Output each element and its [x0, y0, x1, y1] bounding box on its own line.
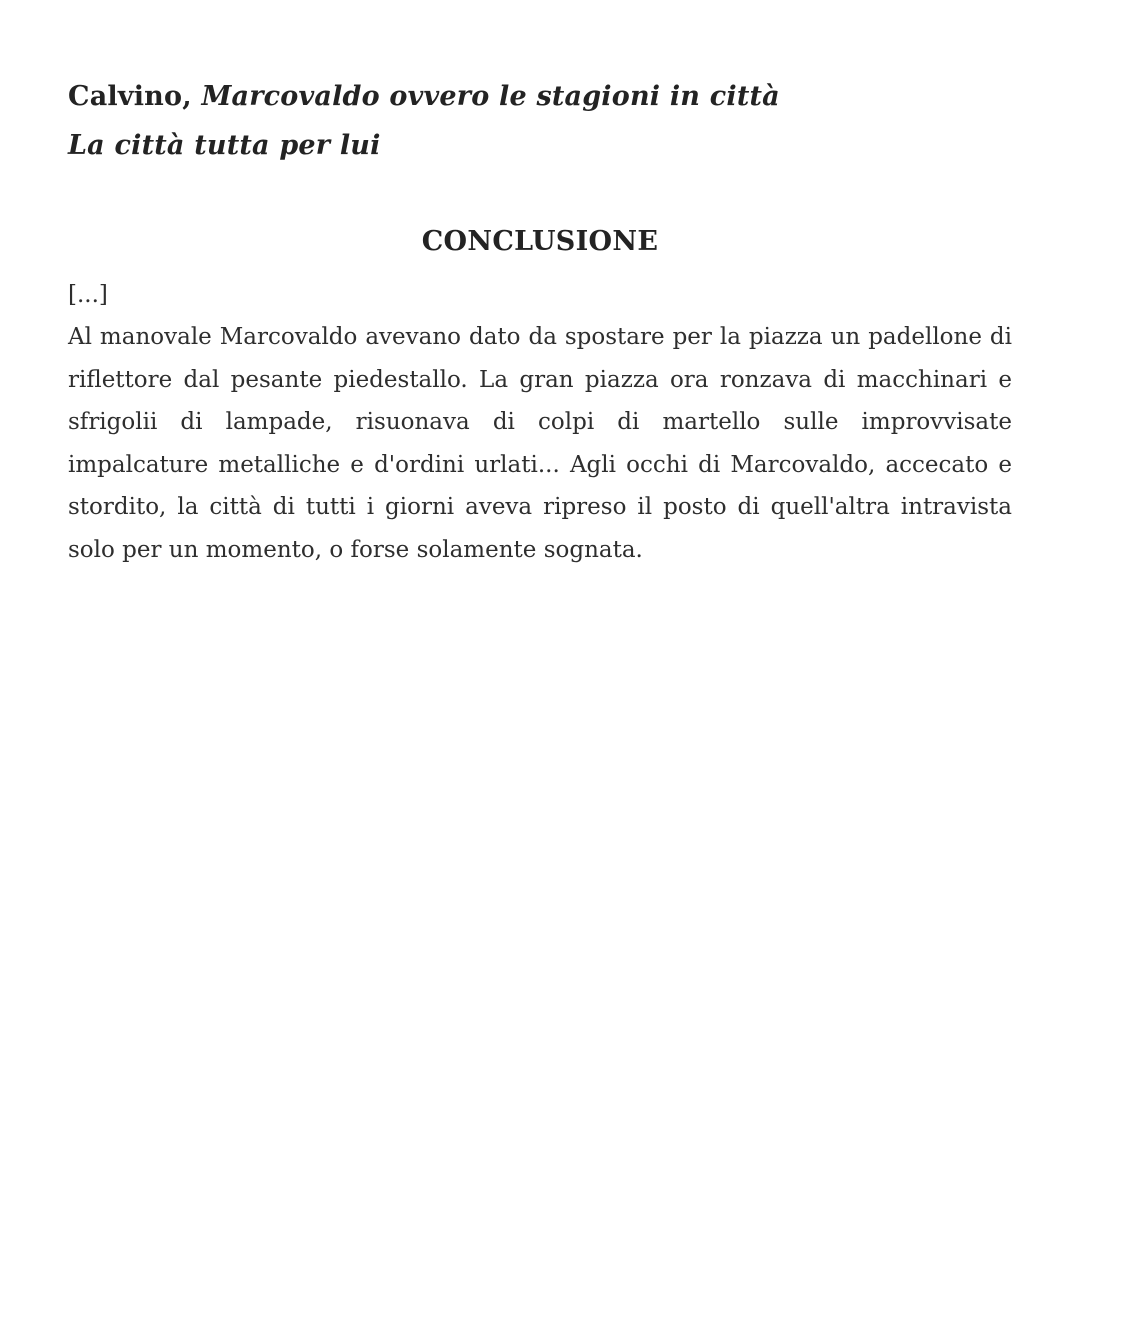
title-chapter: La città tutta per lui [68, 130, 381, 161]
section-heading-conclusione: CONCLUSIONE [421, 226, 659, 257]
document-title [68, 72, 1012, 170]
omission-marker: [...] [68, 282, 108, 308]
title-author: Calvino, [68, 81, 202, 112]
excerpt-paragraph: Al manovale Marcovaldo avevano dato da spostare per la piazza un padellone di riflettore dal pesante piedestallo. La gran piazza ora ronzava di macchinari e sfrigolii di lampade, risuonava di colpi di martello sulle improvvisate impalcature metalliche e d'ordini urlati... Agli occhi di Marcovaldo, accecato e stordito, la città di tutti i giorni aveva ripreso il posto di quell'altra intravista solo per un momento, o forse solamente sognata. [68, 324, 1012, 563]
title-work: Marcovaldo ovvero le stagioni in città [201, 81, 780, 112]
